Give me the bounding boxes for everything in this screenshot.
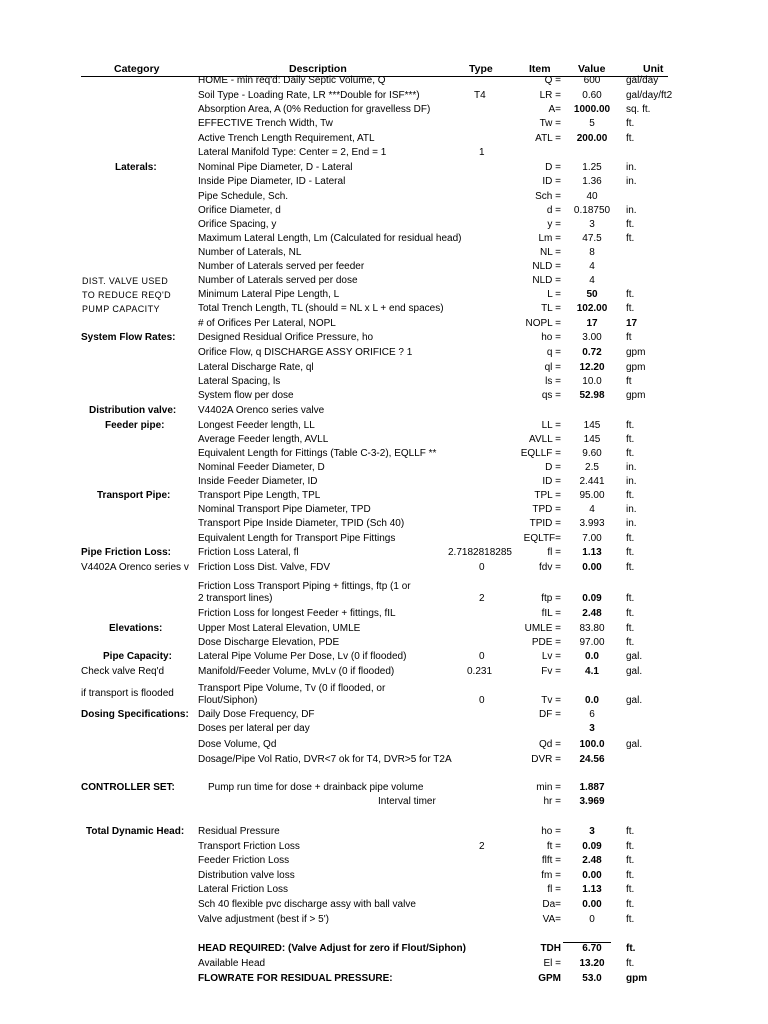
item-cell: y = bbox=[547, 219, 561, 230]
unit-cell: ft. bbox=[626, 118, 635, 129]
description-cell: Minimum Lateral Pipe Length, L bbox=[198, 289, 340, 300]
item-cell: Tw = bbox=[539, 118, 561, 129]
item-cell: Lm = bbox=[538, 233, 561, 244]
value-cell: 0.18750 bbox=[573, 205, 611, 216]
description-cell: Sch 40 flexible pvc discharge assy with ball valve bbox=[198, 899, 416, 910]
item-cell: ID = bbox=[542, 176, 561, 187]
unit-cell: ft. bbox=[626, 884, 635, 895]
unit-cell: ft. bbox=[626, 593, 635, 604]
category-label: DIST. VALVE USED bbox=[82, 276, 169, 286]
value-cell: 0.0 bbox=[585, 651, 599, 662]
item-cell: El = bbox=[543, 958, 561, 969]
description-cell: Daily Dose Frequency, DF bbox=[198, 709, 315, 720]
item-cell: PDE = bbox=[531, 637, 561, 648]
item-cell: flft = bbox=[541, 855, 561, 866]
value-cell: 24.56 bbox=[579, 754, 605, 765]
description-cell: Friction Loss Lateral, fl bbox=[198, 547, 299, 558]
col-header-item: Item bbox=[529, 63, 551, 75]
description-cell: Orifice Spacing, y bbox=[198, 219, 277, 230]
item-cell: D = bbox=[545, 462, 561, 473]
value-cell: 9.60 bbox=[582, 448, 602, 459]
description-cell: Absorption Area, A (0% Reduction for gravelless DF) bbox=[198, 104, 431, 115]
description-cell: Longest Feeder length, LL bbox=[198, 420, 315, 431]
description-cell: Manifold/Feeder Volume, MvLv (0 if flooded) bbox=[198, 666, 395, 677]
type-cell: 2 bbox=[479, 593, 485, 604]
unit-cell: gpm bbox=[626, 362, 646, 373]
unit-cell: ft. bbox=[626, 826, 635, 837]
description-cell: Designed Residual Orifice Pressure, ho bbox=[198, 332, 374, 343]
value-cell: 0.09 bbox=[582, 593, 602, 604]
description-cell: Nominal Transport Pipe Diameter, TPD bbox=[198, 504, 371, 515]
item-cell: GPM bbox=[538, 973, 561, 984]
description-cell: Number of Laterals, NL bbox=[198, 247, 302, 258]
unit-cell: ft. bbox=[626, 855, 635, 866]
item-cell: L = bbox=[547, 289, 561, 300]
unit-cell: ft. bbox=[626, 623, 635, 634]
value-cell: 2.48 bbox=[582, 855, 602, 866]
value-cell: 0.72 bbox=[582, 347, 602, 358]
unit-cell: in. bbox=[626, 176, 637, 187]
description-cell: Lateral Pipe Volume Per Dose, Lv (0 if flooded) bbox=[198, 651, 407, 662]
value-cell: 102.00 bbox=[576, 303, 608, 314]
unit-cell: gal/day bbox=[626, 75, 659, 86]
category-label: TO REDUCE REQ'D bbox=[82, 290, 172, 300]
item-cell: Lv = bbox=[541, 651, 561, 662]
unit-cell: ft. bbox=[626, 133, 635, 144]
description-cell: Pump run time for dose + drainback pipe volume bbox=[208, 782, 424, 793]
unit-cell: ft. bbox=[626, 943, 636, 954]
item-cell: Q = bbox=[544, 75, 561, 86]
value-cell: 145 bbox=[583, 420, 601, 431]
item-cell: ftp = bbox=[541, 593, 561, 604]
item-cell: q = bbox=[546, 347, 561, 358]
description-cell: Pipe Schedule, Sch. bbox=[198, 191, 289, 202]
value-cell: 3 bbox=[589, 219, 595, 230]
item-cell: EQLTF= bbox=[523, 533, 561, 544]
unit-cell: gal/day/ft2 bbox=[626, 90, 673, 101]
value-cell: 3.00 bbox=[582, 332, 602, 343]
item-cell: ft = bbox=[546, 841, 561, 852]
category-label: Dosing Specifications: bbox=[81, 709, 189, 720]
category-label: Transport Pipe: bbox=[97, 490, 171, 501]
value-cell: 1.13 bbox=[582, 547, 602, 558]
value-cell: 7.00 bbox=[582, 533, 602, 544]
value-cell: 12.20 bbox=[579, 362, 605, 373]
description-cell: Lateral Manifold Type: Center = 2, End = 1 bbox=[198, 147, 387, 158]
description-cell: Nominal Pipe Diameter, D - Lateral bbox=[198, 162, 353, 173]
description-cell: Inside Feeder Diameter, ID bbox=[198, 476, 318, 487]
item-cell: fdv = bbox=[539, 562, 561, 573]
description-cell: Equivalent Length for Fittings (Table C-3-2), EQLLF ** bbox=[198, 448, 437, 459]
item-cell: Qd = bbox=[539, 739, 561, 750]
value-cell: 4 bbox=[589, 275, 595, 286]
description-cell: Friction Loss Dist. Valve, FDV bbox=[198, 562, 331, 573]
unit-cell: ft. bbox=[626, 434, 635, 445]
description-cell: Orifice Flow, q DISCHARGE ASSY ORIFICE ? 1 bbox=[198, 347, 413, 358]
type-cell: 0.231 bbox=[467, 666, 493, 677]
description-cell: Transport Pipe Inside Diameter, TPID (Sch 40) bbox=[198, 518, 405, 529]
unit-cell: gpm bbox=[626, 973, 648, 984]
category-label: System Flow Rates: bbox=[81, 332, 176, 343]
description-cell: EFFECTIVE Trench Width, Tw bbox=[198, 118, 333, 129]
description-cell: Friction Loss for longest Feeder + fittings, fIL bbox=[198, 608, 396, 619]
category-label: Distribution valve: bbox=[89, 405, 177, 416]
value-cell: 4.1 bbox=[585, 666, 599, 677]
item-cell: ql = bbox=[544, 362, 561, 373]
col-header-value: Value bbox=[578, 63, 606, 75]
item-cell: VA= bbox=[542, 914, 561, 925]
item-cell: D = bbox=[545, 162, 561, 173]
item-cell: UMLE = bbox=[524, 623, 561, 634]
value-cell: 10.0 bbox=[582, 376, 602, 387]
unit-cell: ft. bbox=[626, 899, 635, 910]
value-cell: 1.36 bbox=[582, 176, 602, 187]
category-label: V4402A Orenco series v bbox=[81, 562, 189, 573]
description-cell: Lateral Discharge Rate, ql bbox=[198, 362, 314, 373]
item-cell: qs = bbox=[541, 390, 561, 401]
value-cell: 2.48 bbox=[582, 608, 602, 619]
value-cell: 4 bbox=[589, 504, 595, 515]
value-cell: 0.00 bbox=[582, 870, 602, 881]
item-cell: NL = bbox=[539, 247, 561, 258]
unit-cell: in. bbox=[626, 205, 637, 216]
description-cell: Orifice Diameter, d bbox=[198, 205, 281, 216]
item-cell: fl = bbox=[547, 884, 561, 895]
item-cell: hr = bbox=[543, 796, 561, 807]
description-cell: Maximum Lateral Length, Lm (Calculated for residual head) bbox=[198, 233, 462, 244]
value-cell: 100.0 bbox=[579, 739, 605, 750]
description-cell: Equivalent Length for Transport Pipe Fittings bbox=[198, 533, 396, 544]
category-label: Elevations: bbox=[109, 623, 163, 634]
type-cell: 2.7182818285 bbox=[448, 547, 512, 558]
unit-cell: gal. bbox=[626, 695, 643, 706]
value-cell: 0.60 bbox=[582, 90, 602, 101]
value-cell: 6.70 bbox=[582, 943, 602, 954]
item-cell: Sch = bbox=[535, 191, 561, 202]
value-cell: 3 bbox=[589, 723, 595, 734]
type-cell: T4 bbox=[474, 90, 486, 101]
unit-cell: gpm bbox=[626, 347, 646, 358]
item-cell: TL = bbox=[541, 303, 561, 314]
unit-cell: in. bbox=[626, 504, 637, 515]
description-cell: Average Feeder length, AVLL bbox=[198, 434, 329, 445]
item-cell: ho = bbox=[541, 826, 561, 837]
unit-cell: ft. bbox=[626, 420, 635, 431]
unit-cell: ft bbox=[626, 376, 632, 387]
category-label: Laterals: bbox=[115, 162, 157, 173]
item-cell: Da= bbox=[542, 899, 561, 910]
value-cell: 0.00 bbox=[582, 562, 602, 573]
value-cell: 3.969 bbox=[579, 796, 605, 807]
description-cell: Upper Most Lateral Elevation, UMLE bbox=[198, 623, 361, 634]
item-cell: LR = bbox=[539, 90, 561, 101]
value-cell: 6 bbox=[589, 709, 595, 720]
unit-cell: sq. ft. bbox=[626, 104, 651, 115]
description-cell: Feeder Friction Loss bbox=[198, 855, 290, 866]
value-cell: 1.13 bbox=[582, 884, 602, 895]
category-label: PUMP CAPACITY bbox=[82, 304, 160, 314]
value-cell: 95.00 bbox=[579, 490, 605, 501]
unit-cell: gpm bbox=[626, 390, 646, 401]
unit-cell: ft. bbox=[626, 914, 635, 925]
value-cell: 600 bbox=[583, 75, 601, 86]
description-cell: Number of Laterals served per feeder bbox=[198, 261, 365, 272]
item-cell: TPL = bbox=[534, 490, 561, 501]
description-cell: Dose Volume, Qd bbox=[198, 739, 277, 750]
description-cell: Dose Discharge Elevation, PDE bbox=[198, 637, 340, 648]
value-cell: 47.5 bbox=[582, 233, 602, 244]
unit-cell: 17 bbox=[626, 318, 638, 329]
description-cell: Friction Loss Transport Piping + fittings, ftp (1 or 2 transport lines) bbox=[198, 581, 411, 604]
value-cell: 3.993 bbox=[579, 518, 605, 529]
unit-cell: ft. bbox=[626, 841, 635, 852]
unit-cell: gal. bbox=[626, 666, 643, 677]
item-cell: NLD = bbox=[532, 261, 561, 272]
description-cell: Transport Pipe Length, TPL bbox=[198, 490, 321, 501]
unit-cell: ft. bbox=[626, 547, 635, 558]
unit-cell: in. bbox=[626, 518, 637, 529]
description-cell: Transport Friction Loss bbox=[198, 841, 300, 852]
value-cell: 52.98 bbox=[579, 390, 605, 401]
description-cell: Available Head bbox=[198, 958, 266, 969]
value-cell: 2.441 bbox=[579, 476, 605, 487]
unit-cell: ft. bbox=[626, 608, 635, 619]
description-cell: Transport Pipe Volume, Tv (0 if flooded, or Flout/Siphon) bbox=[198, 683, 386, 706]
unit-cell: ft bbox=[626, 332, 632, 343]
unit-cell: ft. bbox=[626, 562, 635, 573]
unit-cell: ft. bbox=[626, 490, 635, 501]
value-cell: 40 bbox=[586, 191, 598, 202]
unit-cell: ft. bbox=[626, 958, 635, 969]
type-cell: 2 bbox=[479, 841, 485, 852]
item-cell: Fv = bbox=[541, 666, 561, 677]
description-cell: Lateral Friction Loss bbox=[198, 884, 289, 895]
unit-cell: in. bbox=[626, 476, 637, 487]
col-header-unit: Unit bbox=[643, 63, 664, 75]
type-cell: 1 bbox=[479, 147, 485, 158]
unit-cell: ft. bbox=[626, 289, 635, 300]
description-cell: Nominal Feeder Diameter, D bbox=[198, 462, 325, 473]
category-label: CONTROLLER SET: bbox=[81, 782, 175, 793]
item-cell: LL = bbox=[541, 420, 561, 431]
item-cell: fIL = bbox=[541, 608, 561, 619]
item-cell: ID = bbox=[542, 476, 561, 487]
item-cell: d = bbox=[546, 205, 561, 216]
category-label: Feeder pipe: bbox=[105, 420, 165, 431]
value-cell: 97.00 bbox=[579, 637, 605, 648]
category-label: Check valve Req'd bbox=[81, 666, 165, 677]
col-header-type: Type bbox=[469, 63, 493, 75]
category-label: Pipe Capacity: bbox=[103, 651, 172, 662]
description-cell: HEAD REQUIRED: (Valve Adjust for zero if Flout/Siphon) bbox=[198, 943, 466, 954]
unit-cell: ft. bbox=[626, 533, 635, 544]
category-label: Pipe Friction Loss: bbox=[81, 547, 172, 558]
item-cell: min = bbox=[536, 782, 561, 793]
value-cell: 4 bbox=[589, 261, 595, 272]
description-cell: FLOWRATE FOR RESIDUAL PRESSURE: bbox=[198, 973, 393, 984]
unit-cell: in. bbox=[626, 462, 637, 473]
item-cell: TPID = bbox=[529, 518, 561, 529]
description-cell: Valve adjustment (best if > 5') bbox=[198, 914, 329, 925]
type-cell: 0 bbox=[479, 695, 485, 706]
type-cell: 0 bbox=[479, 651, 485, 662]
item-cell: DVR = bbox=[531, 754, 561, 765]
description-cell: V4402A Orenco series valve bbox=[198, 405, 325, 416]
value-cell: 83.80 bbox=[579, 623, 605, 634]
value-cell: 2.5 bbox=[585, 462, 599, 473]
item-cell: ls = bbox=[545, 376, 561, 387]
item-cell: EQLLF = bbox=[520, 448, 561, 459]
description-cell: Dosage/Pipe Vol Ratio, DVR<7 ok for T4, DVR>5 for T2A bbox=[198, 754, 452, 765]
description-cell: Doses per lateral per day bbox=[198, 723, 310, 734]
value-cell: 50 bbox=[586, 289, 598, 300]
type-cell: 0 bbox=[479, 562, 485, 573]
category-label: if transport is flooded bbox=[81, 688, 174, 699]
item-cell: DF = bbox=[539, 709, 561, 720]
item-cell: TPD = bbox=[532, 504, 561, 515]
value-cell: 145 bbox=[583, 434, 601, 445]
description-cell: Lateral Spacing, ls bbox=[198, 376, 281, 387]
category-label: Total Dynamic Head: bbox=[86, 826, 185, 837]
unit-cell: gal. bbox=[626, 651, 643, 662]
value-cell: 0.09 bbox=[582, 841, 602, 852]
value-cell: 13.20 bbox=[579, 958, 605, 969]
col-header-description: Description bbox=[289, 63, 347, 75]
unit-cell: ft. bbox=[626, 870, 635, 881]
value-cell: 8 bbox=[589, 247, 595, 258]
unit-cell: ft. bbox=[626, 303, 635, 314]
item-cell: A= bbox=[548, 104, 561, 115]
unit-cell: gal. bbox=[626, 739, 643, 750]
description-cell: Number of Laterals served per dose bbox=[198, 275, 358, 286]
value-cell: 1000.00 bbox=[573, 104, 611, 115]
description-cell: Active Trench Length Requirement, ATL bbox=[198, 133, 375, 144]
unit-cell: ft. bbox=[626, 448, 635, 459]
value-cell: 3 bbox=[589, 826, 595, 837]
description-cell: Interval timer bbox=[378, 796, 436, 807]
value-cell: 17 bbox=[586, 318, 598, 329]
item-cell: AVLL = bbox=[529, 434, 561, 445]
value-cell: 0.0 bbox=[585, 695, 599, 706]
description-cell: Soil Type - Loading Rate, LR ***Double for ISF***) bbox=[198, 90, 420, 101]
description-cell: # of Orifices Per Lateral, NOPL bbox=[198, 318, 336, 329]
unit-cell: ft. bbox=[626, 637, 635, 648]
unit-cell: in. bbox=[626, 162, 637, 173]
value-cell: 0.00 bbox=[582, 899, 602, 910]
description-cell: Total Trench Length, TL (should = NL x L + end spaces) bbox=[198, 303, 444, 314]
unit-cell: ft. bbox=[626, 219, 635, 230]
description-cell: System flow per dose bbox=[198, 390, 294, 401]
item-cell: fm = bbox=[541, 870, 561, 881]
item-cell: NLD = bbox=[532, 275, 561, 286]
description-cell: HOME - min req'd: Daily Septic Volume, Q bbox=[198, 75, 386, 86]
description-cell: Residual Pressure bbox=[198, 826, 280, 837]
col-header-category: Category bbox=[114, 63, 160, 75]
value-cell: 200.00 bbox=[576, 133, 608, 144]
unit-cell: ft. bbox=[626, 233, 635, 244]
item-cell: ATL = bbox=[535, 133, 561, 144]
value-cell: 1.887 bbox=[579, 782, 605, 793]
item-cell: Tv = bbox=[541, 695, 561, 706]
value-cell: 0 bbox=[589, 914, 595, 925]
item-cell: ho = bbox=[541, 332, 561, 343]
item-cell: TDH bbox=[540, 943, 561, 954]
value-cell: 1.25 bbox=[582, 162, 602, 173]
item-cell: NOPL = bbox=[525, 318, 561, 329]
description-cell: Inside Pipe Diameter, ID - Lateral bbox=[198, 176, 346, 187]
value-cell: 5 bbox=[589, 118, 595, 129]
item-cell: fl = bbox=[547, 547, 561, 558]
description-cell: Distribution valve loss bbox=[198, 870, 295, 881]
value-cell: 53.0 bbox=[582, 973, 602, 984]
